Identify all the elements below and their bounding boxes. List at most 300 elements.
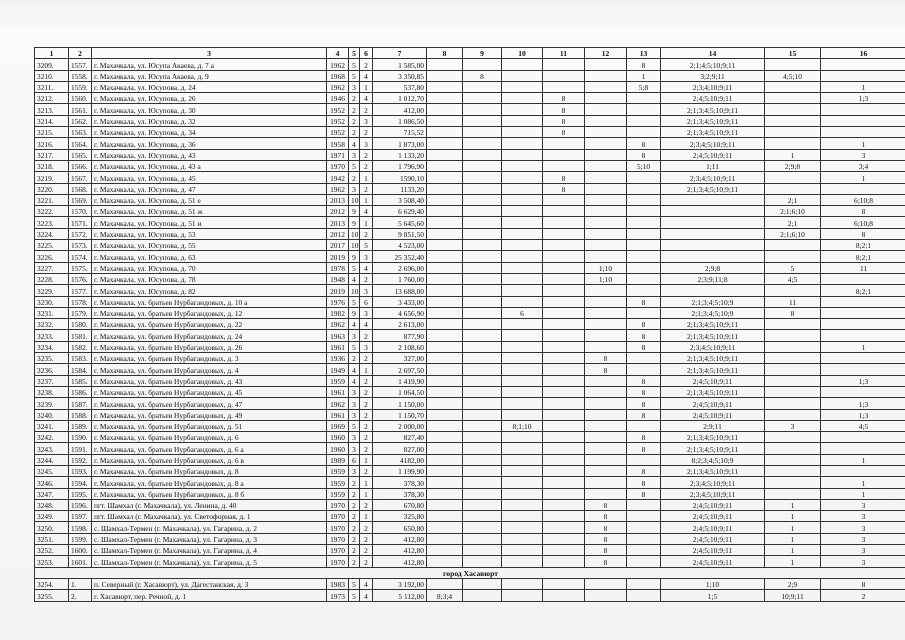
cell-col-9 [463,590,502,601]
cell-col-13 [627,499,661,510]
cell-build-year: 1960 [327,443,349,454]
cell-col-8 [427,138,463,149]
cell-row-number: 3250. [35,522,69,533]
cell-col-14: 2;1;3;4;5;10;9 [661,296,765,307]
cell-col-10 [502,556,543,567]
cell-row-number: 3224. [35,228,69,239]
cell-floors: 3 [349,443,360,454]
cell-col-16 [821,183,905,194]
cell-entrances: 3 [360,251,373,262]
cell-row-number: 3209. [35,59,69,70]
cell-col-15 [765,465,821,476]
cell-col-9 [463,511,502,522]
cell-build-year: 2012 [327,206,349,217]
cell-col-8 [427,511,463,522]
cell-build-year: 1970 [327,499,349,510]
cell-col-9 [463,251,502,262]
cell-col-9 [463,183,502,194]
cell-col-9 [463,341,502,352]
cell-col-9 [463,375,502,386]
cell-row-number: 3227. [35,262,69,273]
cell-col-12 [585,138,627,149]
cell-col-9 [463,273,502,284]
cell-col-13 [627,251,661,262]
cell-floors: 5 [349,578,360,589]
cell-col-15 [765,364,821,375]
cell-col-13 [627,590,661,601]
cell-col-8 [427,217,463,228]
cell-address: г. Махачкала, ул. братьев Нурбагандовых, д. 8 а [92,477,327,488]
cell-col-16: 4;5 [821,420,905,431]
cell-row-number: 3245. [35,465,69,476]
table-row [35,240,905,251]
table-row [35,443,905,454]
cell-address: г. Махачкала, ул. братьев Нурбагандовых, д. 8 [92,465,327,476]
cell-row-number: 3241. [35,420,69,431]
cell-area: 1 133,20 [373,149,427,160]
cell-col-9 [463,285,502,296]
cell-col-10 [502,285,543,296]
cell-col-16: 6;10;8 [821,217,905,228]
cell-col-12 [585,409,627,420]
column-header-16: 16 [821,48,905,59]
cell-col-11 [543,386,585,397]
cell-col-16 [821,465,905,476]
cell-floors: 3 [349,409,360,420]
cell-col-9 [463,522,502,533]
cell-col-14: 2;4;5;10;9;11 [661,375,765,386]
cell-col-12 [585,194,627,205]
cell-item-number: 1575. [69,262,92,273]
cell-build-year: 1961 [327,341,349,352]
table-row [35,172,905,183]
cell-col-14: 2;4;5;10;9;11 [661,511,765,522]
cell-address: г. Махачкала, ул. братьев Нурбагандовых, д. 6 в [92,454,327,465]
cell-col-11 [543,59,585,70]
cell-item-number: 1585. [69,375,92,386]
cell-item-number: 1574. [69,251,92,262]
cell-floors: 5 [349,59,360,70]
cell-col-16: 1;3 [821,398,905,409]
cell-col-10 [502,127,543,138]
cell-area: 827,40 [373,432,427,443]
cell-item-number: 1559. [69,81,92,92]
table-row [35,578,905,589]
column-header-14: 14 [661,48,765,59]
cell-build-year: 2019 [327,285,349,296]
cell-build-year: 1952 [327,115,349,126]
cell-col-13 [627,522,661,533]
cell-col-11 [543,432,585,443]
cell-col-12: 8 [585,511,627,522]
cell-col-14: 2;1;3;4;5;10;9;11 [661,443,765,454]
cell-col-8 [427,443,463,454]
cell-col-16: 3 [821,522,905,533]
cell-area: 4182,00 [373,454,427,465]
cell-area: 1 064,50 [373,386,427,397]
cell-address: г. Махачкала, ул. братьев Нурбагандовых, д. 6 а [92,443,327,454]
cell-build-year: 1970 [327,545,349,556]
cell-floors: 2 [349,488,360,499]
cell-item-number: 1. [69,578,92,589]
cell-col-9 [463,217,502,228]
cell-col-15 [765,375,821,386]
cell-col-16: 1 [821,81,905,92]
table-row [35,307,905,318]
cell-build-year: 1970 [327,511,349,522]
cell-col-10 [502,273,543,284]
cell-item-number: 1594. [69,477,92,488]
cell-col-14: 2;4;5;10;9;11 [661,522,765,533]
cell-floors: 5 [349,160,360,171]
cell-col-16 [821,59,905,70]
cell-build-year: 1936 [327,353,349,364]
table-row [35,545,905,556]
cell-row-number: 3214. [35,115,69,126]
cell-col-13 [627,104,661,115]
cell-col-15: 2;1;6;10 [765,228,821,239]
cell-build-year: 1962 [327,183,349,194]
cell-build-year: 1969 [327,420,349,431]
cell-address: с. Шамхал-Термен (г. Махачкала), ул. Гагарина, д. 3 [92,533,327,544]
cell-col-13: 8 [627,398,661,409]
cell-col-13: 8 [627,341,661,352]
cell-entrances: 2 [360,533,373,544]
cell-col-13: 8 [627,386,661,397]
cell-col-10 [502,578,543,589]
cell-col-14: 2;1;3;4;5;10;9;11 [661,127,765,138]
cell-floors: 5 [349,70,360,81]
cell-col-14: 2;4;5;10;9;11 [661,398,765,409]
cell-entrances: 2 [360,149,373,160]
cell-col-13: 8 [627,149,661,160]
cell-area: 1133,20 [373,183,427,194]
cell-area: 877,90 [373,330,427,341]
cell-entrances: 2 [360,228,373,239]
cell-row-number: 3230. [35,296,69,307]
cell-col-14 [661,240,765,251]
cell-area: 3 350,85 [373,70,427,81]
cell-item-number: 1592. [69,454,92,465]
cell-col-12 [585,240,627,251]
cell-col-13: 8 [627,375,661,386]
cell-col-10 [502,104,543,115]
cell-floors: 5 [349,590,360,601]
table-row [35,127,905,138]
cell-col-14 [661,206,765,217]
table-row [35,465,905,476]
cell-col-10 [502,262,543,273]
cell-col-16: 1 [821,172,905,183]
cell-col-11 [543,70,585,81]
cell-col-16 [821,353,905,364]
cell-area: 378,30 [373,488,427,499]
cell-entrances: 2 [360,556,373,567]
cell-col-16: 1 [821,138,905,149]
cell-floors: 2 [349,499,360,510]
cell-col-10 [502,160,543,171]
cell-entrances: 2 [360,409,373,420]
cell-col-15 [765,353,821,364]
cell-area: 327,00 [373,353,427,364]
cell-area: 6 629,40 [373,206,427,217]
cell-col-9 [463,409,502,420]
table-row [35,386,905,397]
cell-col-8 [427,206,463,217]
cell-col-8 [427,477,463,488]
cell-col-15: 1 [765,149,821,160]
cell-item-number: 1581. [69,330,92,341]
cell-area: 3 433,00 [373,296,427,307]
cell-col-15: 2;9 [765,578,821,589]
cell-col-9 [463,319,502,330]
cell-address: г. Махачкала, ул. братьев Нурбагандовых, д. 26 [92,341,327,352]
cell-floors: 4 [349,273,360,284]
cell-row-number: 3212. [35,93,69,104]
cell-floors: 4 [349,364,360,375]
cell-area: 2 613,00 [373,319,427,330]
cell-item-number: 1588. [69,409,92,420]
cell-col-9 [463,296,502,307]
section-title: город Хасавюрт [35,567,905,578]
cell-col-13: 8 [627,443,661,454]
cell-row-number: 3217. [35,149,69,160]
cell-col-8 [427,285,463,296]
cell-area: 1 419,90 [373,375,427,386]
column-header-2: 2 [69,48,92,59]
cell-build-year: 1970 [327,160,349,171]
cell-address: г. Махачкала, ул. Юсупова, д. 32 [92,115,327,126]
cell-col-16 [821,307,905,318]
cell-row-number: 3210. [35,70,69,81]
cell-col-12 [585,307,627,318]
cell-col-11 [543,545,585,556]
cell-address: г. Махачкала, ул. Юсупова, д. 51 и [92,217,327,228]
cell-col-13 [627,533,661,544]
column-number-row [35,48,905,59]
cell-build-year: 1982 [327,307,349,318]
cell-col-12 [585,149,627,160]
cell-address: г. Махачкала, ул. Юсупова, д. 55 [92,240,327,251]
cell-floors: 9 [349,251,360,262]
table-row [35,59,905,70]
cell-col-12: 8 [585,499,627,510]
cell-address: г. Махачкала, ул. Юсупова, д. 26 [92,93,327,104]
cell-address: г. Махачкала, ул. Юсупова, д. 53 [92,228,327,239]
cell-area: 650,80 [373,522,427,533]
cell-floors: 4 [349,375,360,386]
cell-item-number: 1589. [69,420,92,431]
cell-col-11 [543,240,585,251]
cell-row-number: 3251. [35,533,69,544]
cell-address: г. Махачкала, ул. братьев Нурбагандовых, д. 45 [92,386,327,397]
cell-col-8 [427,251,463,262]
cell-address: г. Махачкала, ул. Юсупова, д. 43 а [92,160,327,171]
cell-col-16: 2 [821,590,905,601]
cell-col-8 [427,104,463,115]
column-header-3: 3 [92,48,327,59]
cell-row-number: 3235. [35,353,69,364]
cell-col-14: 2;3;4;5;10;9;11 [661,138,765,149]
cell-row-number: 3244. [35,454,69,465]
cell-col-16 [821,127,905,138]
cell-col-9: 8 [463,70,502,81]
cell-col-15: 2;9;8 [765,160,821,171]
cell-col-10 [502,432,543,443]
column-header-8: 8 [427,48,463,59]
table-row [35,409,905,420]
cell-area: 1 086,50 [373,115,427,126]
cell-area: 4 656,90 [373,307,427,318]
cell-col-10 [502,59,543,70]
table-row [35,273,905,284]
cell-row-number: 3243. [35,443,69,454]
cell-col-8 [427,353,463,364]
cell-floors: 3 [349,330,360,341]
cell-build-year: 1952 [327,104,349,115]
cell-col-8 [427,386,463,397]
cell-col-9 [463,149,502,160]
cell-col-11 [543,477,585,488]
cell-col-14 [661,251,765,262]
cell-col-13: 8 [627,330,661,341]
cell-floors: 3 [349,81,360,92]
cell-col-13 [627,217,661,228]
cell-col-13 [627,206,661,217]
cell-item-number: 1571. [69,217,92,228]
cell-col-10 [502,319,543,330]
cell-col-9 [463,240,502,251]
cell-floors: 10 [349,194,360,205]
cell-entrances: 4 [360,578,373,589]
cell-address: г. Махачкала, ул. Юсупова, д. 30 [92,104,327,115]
cell-item-number: 1563. [69,127,92,138]
cell-row-number: 3246. [35,477,69,488]
cell-col-13: 5;8 [627,81,661,92]
cell-col-11: 8 [543,115,585,126]
cell-col-16: 6;10;8 [821,194,905,205]
cell-col-16 [821,443,905,454]
cell-item-number: 1576. [69,273,92,284]
scan-edge-shadow [0,0,905,30]
cell-col-10 [502,465,543,476]
cell-col-10 [502,183,543,194]
table-row [35,432,905,443]
cell-item-number: 1578. [69,296,92,307]
cell-col-14: 2;1;3;4;5;10;9;11 [661,319,765,330]
cell-col-12 [585,172,627,183]
cell-col-14: 2;1;3;4;5;10;9;11 [661,183,765,194]
cell-item-number: 1586. [69,386,92,397]
cell-col-11 [543,499,585,510]
cell-col-16 [821,115,905,126]
cell-col-9 [463,127,502,138]
cell-item-number: 1570. [69,206,92,217]
cell-entrances: 1 [360,477,373,488]
table-row [35,285,905,296]
cell-col-15: 1 [765,511,821,522]
table-row [35,499,905,510]
cell-address: г. Махачкала, ул. Юсупова, д. 45 [92,172,327,183]
cell-col-8 [427,432,463,443]
cell-col-16 [821,70,905,81]
cell-col-9 [463,228,502,239]
table-row [35,194,905,205]
cell-col-14: 2;1;3;4;5;10;9 [661,307,765,318]
cell-col-14: 2;1;3;4;5;10;9;11 [661,330,765,341]
cell-address: г. Махачкала, ул. Юсупова, д. 51 ж [92,206,327,217]
cell-row-number: 3218. [35,160,69,171]
cell-row-number: 3211. [35,81,69,92]
cell-col-11: 8 [543,93,585,104]
cell-col-11: 8 [543,127,585,138]
cell-address: г. Махачкала, ул. Юсупа Акаева, д. 9 [92,70,327,81]
cell-col-8 [427,499,463,510]
cell-col-8 [427,488,463,499]
cell-col-13: 8 [627,488,661,499]
cell-col-15 [765,477,821,488]
cell-item-number: 1562. [69,115,92,126]
cell-floors: 10 [349,240,360,251]
cell-col-9 [463,172,502,183]
cell-col-11 [543,364,585,375]
cell-floors: 2 [349,127,360,138]
cell-entrances: 2 [360,160,373,171]
cell-item-number: 1579. [69,307,92,318]
cell-col-12 [585,59,627,70]
cell-col-12 [585,341,627,352]
cell-address: г. Махачкала, ул. братьев Нурбагандовых, д. 49 [92,409,327,420]
cell-area: 1 199,90 [373,465,427,476]
cell-row-number: 3253. [35,556,69,567]
cell-col-9 [463,104,502,115]
cell-col-11 [543,330,585,341]
cell-col-10 [502,81,543,92]
cell-item-number: 1577. [69,285,92,296]
cell-col-14: 2;3;4;5;10;9;11 [661,477,765,488]
table-row [35,364,905,375]
cell-build-year: 1961 [327,386,349,397]
cell-col-8 [427,533,463,544]
cell-col-11 [543,409,585,420]
cell-item-number: 1597. [69,511,92,522]
cell-row-number: 3233. [35,330,69,341]
table-row [35,477,905,488]
cell-col-10 [502,115,543,126]
cell-col-9 [463,465,502,476]
cell-build-year: 1978 [327,262,349,273]
cell-floors: 3 [349,149,360,160]
cell-item-number: 1599. [69,533,92,544]
cell-col-15 [765,341,821,352]
cell-col-15: 2;1 [765,217,821,228]
cell-col-14: 2;3;4;5;10;9;11 [661,488,765,499]
cell-col-8 [427,228,463,239]
cell-area: 2 696,00 [373,262,427,273]
cell-col-15 [765,81,821,92]
cell-col-11 [543,262,585,273]
cell-col-15 [765,488,821,499]
cell-col-14: 2;3;4;10;9;11 [661,81,765,92]
cell-col-14: 2;4;5;10;9;11 [661,409,765,420]
cell-area: 412,80 [373,556,427,567]
cell-col-13: 8 [627,296,661,307]
cell-col-16: 3 [821,533,905,544]
cell-row-number: 3213. [35,104,69,115]
cell-col-9 [463,81,502,92]
cell-col-9 [463,578,502,589]
cell-address: г. Махачкала, ул. братьев Нурбагандовых, д. 8 б [92,488,327,499]
